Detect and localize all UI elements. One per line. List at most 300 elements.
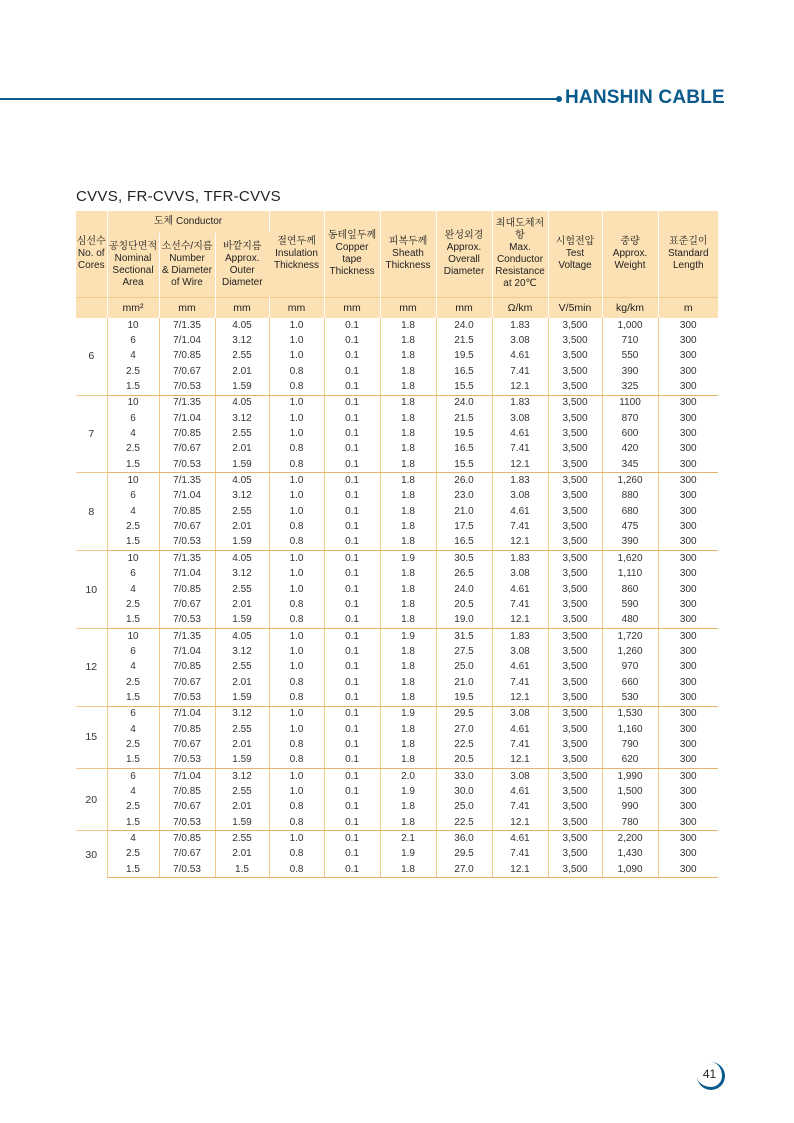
cores-cell: 7	[76, 395, 107, 473]
table-cell: 1.8	[380, 426, 436, 441]
table-cell: 3,500	[548, 411, 602, 426]
table-cell: 300	[679, 412, 697, 424]
table-cell: 3.12	[215, 489, 269, 504]
table-cell: 300	[658, 457, 718, 473]
table-cell: 1.0	[269, 644, 324, 659]
table-cell: 1.8	[380, 675, 436, 690]
table-cell: 2.01	[215, 597, 269, 612]
table-row	[76, 567, 718, 582]
table-cell: 4.05	[215, 318, 269, 333]
table-cell: 7/1.04	[159, 333, 215, 348]
table-cell: 300	[658, 628, 718, 644]
table-cell: 680	[602, 504, 658, 519]
header-sheath: 피복두께 Sheath Thickness	[380, 211, 436, 298]
table-cell: 0.1	[324, 582, 380, 597]
table-cell: 300	[658, 395, 718, 411]
table-row	[76, 582, 718, 597]
table-cell: 3,500	[548, 364, 602, 379]
table-cell: 7/0.53	[159, 613, 215, 629]
table-cell: 2.55	[215, 660, 269, 675]
table-cell: 1.5	[107, 457, 159, 473]
table-cell: 7/1.35	[159, 318, 215, 333]
table-cell: 1.8	[380, 333, 436, 348]
header-weight: 중량 Approx. Weight	[602, 211, 658, 298]
table-cell: 20.5	[436, 753, 492, 769]
table-cell: 990	[602, 800, 658, 815]
table-cell: 4.61	[492, 426, 548, 441]
table-cell: 4.61	[492, 722, 548, 737]
header-overall: 완성외경 Approx. Overall Diameter	[436, 211, 492, 298]
table-cell: 300	[679, 785, 697, 797]
table-row	[76, 628, 718, 644]
table-cell: 1.8	[380, 800, 436, 815]
table-row	[76, 473, 718, 489]
table-cell: 300	[679, 443, 697, 455]
table-cell: 390	[602, 535, 658, 551]
table-cell: 1,990	[602, 768, 658, 784]
table-cell: 7/0.85	[159, 582, 215, 597]
table-cell: 1.0	[269, 395, 324, 411]
table-cell: 3.08	[492, 706, 548, 722]
table-cell: 1.8	[380, 411, 436, 426]
table-cell: 1.83	[492, 628, 548, 644]
table-cell: 0.8	[269, 597, 324, 612]
table-cell: 420	[602, 442, 658, 457]
table-cell: 300	[658, 473, 718, 489]
table-cell: 7/0.67	[159, 847, 215, 862]
table-cell: 3.08	[492, 411, 548, 426]
table-cell: 3,500	[548, 862, 602, 878]
table-cell: 6	[107, 489, 159, 504]
table-cell: 2.55	[215, 722, 269, 737]
header-outer: 바깥지름 Approx. Outer Diameter	[215, 233, 269, 298]
table-cell: 300	[658, 551, 718, 567]
table-cell: 1.8	[380, 862, 436, 878]
table-cell: 780	[602, 815, 658, 831]
table-cell: 0.1	[324, 597, 380, 612]
table-cell: 0.8	[269, 442, 324, 457]
table-cell: 16.5	[436, 535, 492, 551]
table-cell: 550	[602, 349, 658, 364]
table-cell: 7/1.04	[159, 489, 215, 504]
table-cell: 4	[107, 426, 159, 441]
table-cell: 27.5	[436, 644, 492, 659]
table-cell: 4	[107, 784, 159, 799]
table-cell: 7/1.04	[159, 644, 215, 659]
table-cell: 19.5	[436, 426, 492, 441]
table-cell: 1.83	[492, 318, 548, 333]
table-cell: 1.59	[215, 535, 269, 551]
table-row	[76, 411, 718, 426]
table-cell: 2.5	[107, 364, 159, 379]
cores-cell: 15	[76, 706, 107, 768]
cores-cell: 30	[76, 831, 107, 878]
table-cell: 7.41	[492, 364, 548, 379]
table-cell: 0.1	[324, 675, 380, 690]
cores-cell: 10	[76, 551, 107, 629]
table-cell: 0.8	[269, 800, 324, 815]
table-cell: 7.41	[492, 442, 548, 457]
table-cell: 7/1.35	[159, 628, 215, 644]
table-cell: 7/0.53	[159, 690, 215, 706]
table-cell: 1.9	[380, 551, 436, 567]
table-cell: 1.0	[269, 768, 324, 784]
table-cell: 1.0	[269, 706, 324, 722]
table-cell: 2.5	[107, 847, 159, 862]
table-cell: 16.5	[436, 364, 492, 379]
table-cell: 7/0.53	[159, 379, 215, 395]
table-cell: 7/0.53	[159, 815, 215, 831]
table-cell: 4.05	[215, 551, 269, 567]
table-cell: 300	[679, 661, 697, 673]
table-cell: 1.8	[380, 504, 436, 519]
table-cell: 2.01	[215, 442, 269, 457]
table-row	[76, 753, 718, 769]
table-cell: 1100	[602, 395, 658, 411]
table-cell: 7/0.53	[159, 753, 215, 769]
table-cell: 1.8	[380, 349, 436, 364]
brand-name: HANSHIN CABLE	[565, 87, 725, 108]
table-cell: 3,500	[548, 706, 602, 722]
table-cell: 0.1	[324, 800, 380, 815]
table-cell: 790	[602, 737, 658, 752]
table-cell: 1.8	[380, 442, 436, 457]
table-cell: 26.0	[436, 473, 492, 489]
table-cell: 1,530	[602, 706, 658, 722]
table-cell: 7/0.67	[159, 364, 215, 379]
table-cell: 710	[602, 333, 658, 348]
table-cell: 2.01	[215, 737, 269, 752]
table-cell: 12.1	[492, 379, 548, 395]
table-cell: 590	[602, 597, 658, 612]
table-cell: 0.1	[324, 613, 380, 629]
table-cell: 1,500	[602, 784, 658, 799]
table-cell: 1.5	[107, 690, 159, 706]
table-row	[76, 862, 718, 878]
table-cell: 7.41	[492, 800, 548, 815]
table-cell: 0.1	[324, 318, 380, 333]
table-row	[76, 333, 718, 348]
table-cell: 300	[658, 690, 718, 706]
table-cell: 2.55	[215, 784, 269, 799]
header-resistance: 최대도체저항 Max. Conductor Resistance at 20℃	[492, 211, 548, 298]
table-cell: 300	[679, 428, 697, 440]
table-row	[76, 737, 718, 752]
table-cell: 300	[679, 335, 697, 347]
table-cell: 7/0.53	[159, 457, 215, 473]
table-cell: 0.1	[324, 333, 380, 348]
table-cell: 0.8	[269, 862, 324, 878]
table-cell: 6	[107, 333, 159, 348]
table-cell: 4.61	[492, 784, 548, 799]
table-cell: 2.5	[107, 597, 159, 612]
table-cell: 12.1	[492, 690, 548, 706]
table-cell: 7/0.85	[159, 426, 215, 441]
core-group	[76, 831, 718, 878]
table-cell: 23.0	[436, 489, 492, 504]
spec-table	[76, 211, 718, 878]
table-cell: 7/0.67	[159, 737, 215, 752]
table-cell: 4.61	[492, 660, 548, 675]
table-cell: 1.5	[107, 535, 159, 551]
table-cell: 20.5	[436, 597, 492, 612]
table-cell: 1.8	[380, 644, 436, 659]
table-cell: 10	[107, 318, 159, 333]
table-cell: 3,500	[548, 613, 602, 629]
table-cell: 1.9	[380, 628, 436, 644]
table-cell: 1,720	[602, 628, 658, 644]
table-cell: 10	[107, 628, 159, 644]
table-cell: 27.0	[436, 722, 492, 737]
table-cell: 300	[679, 598, 697, 610]
table-cell: 2.5	[107, 800, 159, 815]
table-cell: 7/1.04	[159, 567, 215, 582]
table-cell: 0.8	[269, 690, 324, 706]
table-cell: 2.55	[215, 426, 269, 441]
header-insulation: 절연두께 Insulation Thickness	[269, 211, 324, 298]
core-group	[76, 551, 718, 629]
table-cell: 1.8	[380, 535, 436, 551]
table-cell: 0.1	[324, 535, 380, 551]
table-cell: 1.0	[269, 784, 324, 799]
header-rule	[0, 98, 560, 100]
table-cell: 3,500	[548, 504, 602, 519]
table-cell: 1,430	[602, 847, 658, 862]
table-cell: 12.1	[492, 535, 548, 551]
table-cell: 30.0	[436, 784, 492, 799]
table-cell: 10	[107, 395, 159, 411]
table-cell: 1,260	[602, 473, 658, 489]
header-conductor: 도체 Conductor	[107, 211, 269, 233]
table-cell: 3,500	[548, 349, 602, 364]
header-rule-dot	[556, 96, 562, 102]
table-cell: 3.12	[215, 706, 269, 722]
table-cell: 1.0	[269, 831, 324, 847]
table-cell: 1,110	[602, 567, 658, 582]
table-cell: 1.59	[215, 690, 269, 706]
table-cell: 0.1	[324, 426, 380, 441]
table-cell: 390	[602, 364, 658, 379]
table-cell: 1.0	[269, 722, 324, 737]
table-cell: 3,500	[548, 597, 602, 612]
unit-cell: mm	[324, 298, 380, 319]
table-cell: 21.5	[436, 333, 492, 348]
table-cell: 3.12	[215, 644, 269, 659]
table-cell: 1.8	[380, 690, 436, 706]
table-cell: 2.55	[215, 349, 269, 364]
table-cell: 1.5	[107, 862, 159, 878]
table-cell: 2.1	[380, 831, 436, 847]
table-cell: 1.8	[380, 582, 436, 597]
table-cell: 1.8	[380, 722, 436, 737]
table-cell: 0.1	[324, 768, 380, 784]
table-cell: 1.5	[215, 862, 269, 878]
table-cell: 300	[658, 753, 718, 769]
table-cell: 1.8	[380, 567, 436, 582]
table-row	[76, 379, 718, 395]
table-cell: 0.8	[269, 519, 324, 534]
table-cell: 2.5	[107, 442, 159, 457]
table-row	[76, 504, 718, 519]
table-cell: 3.08	[492, 644, 548, 659]
table-cell: 12.1	[492, 815, 548, 831]
unit-cell: mm²	[107, 298, 159, 319]
table-row	[76, 690, 718, 706]
table-row	[76, 613, 718, 629]
table-cell: 25.0	[436, 800, 492, 815]
table-cell: 1.59	[215, 815, 269, 831]
table-cell: 1.8	[380, 395, 436, 411]
table-cell: 600	[602, 426, 658, 441]
table-cell: 880	[602, 489, 658, 504]
header-wire: 소선수/지름 Number & Diameter of Wire	[159, 233, 215, 298]
cores-cell: 12	[76, 628, 107, 706]
table-cell: 0.1	[324, 862, 380, 878]
table-cell: 3,500	[548, 847, 602, 862]
table-cell: 1.59	[215, 613, 269, 629]
core-group	[76, 628, 718, 706]
header-tape: 동테잎두께 Copper tape Thickness	[324, 211, 380, 298]
table-cell: 860	[602, 582, 658, 597]
table-row	[76, 349, 718, 364]
table-cell: 3.12	[215, 411, 269, 426]
table-cell: 345	[602, 457, 658, 473]
table-cell: 2.5	[107, 675, 159, 690]
table-cell: 7/1.35	[159, 551, 215, 567]
table-cell: 1,160	[602, 722, 658, 737]
core-group	[76, 395, 718, 473]
table-cell: 3,500	[548, 784, 602, 799]
table-cell: 4.61	[492, 504, 548, 519]
table-cell: 7/0.67	[159, 442, 215, 457]
table-cell: 4.61	[492, 582, 548, 597]
table-cell: 1.83	[492, 395, 548, 411]
header-voltage: 시험전압 Test Voltage	[548, 211, 602, 298]
table-cell: 0.8	[269, 675, 324, 690]
table-cell: 21.5	[436, 411, 492, 426]
table-cell: 1,620	[602, 551, 658, 567]
table-cell: 1.8	[380, 379, 436, 395]
table-cell: 1.9	[380, 847, 436, 862]
table-cell: 4	[107, 349, 159, 364]
table-row	[76, 318, 718, 333]
table-cell: 4	[107, 504, 159, 519]
table-cell: 15.5	[436, 379, 492, 395]
table-cell: 1.5	[107, 753, 159, 769]
table-cell: 7/0.67	[159, 597, 215, 612]
table-cell: 300	[658, 535, 718, 551]
table-row	[76, 519, 718, 534]
table-row	[76, 706, 718, 722]
unit-cell: Ω/km	[492, 298, 548, 319]
table-cell: 870	[602, 411, 658, 426]
table-cell: 3.08	[492, 489, 548, 504]
table-cell: 7/1.04	[159, 706, 215, 722]
table-row	[76, 489, 718, 504]
table-cell: 7/0.85	[159, 784, 215, 799]
table-cell: 4.61	[492, 349, 548, 364]
table-cell: 1.8	[380, 473, 436, 489]
table-cell: 1,260	[602, 644, 658, 659]
table-cell: 3,500	[548, 551, 602, 567]
core-group	[76, 768, 718, 830]
table-cell: 0.1	[324, 519, 380, 534]
table-cell: 300	[658, 862, 718, 878]
table-cell: 0.1	[324, 379, 380, 395]
table-cell: 1.5	[107, 379, 159, 395]
table-cell: 7.41	[492, 519, 548, 534]
table-cell: 3,500	[548, 426, 602, 441]
table-cell: 0.8	[269, 535, 324, 551]
table-cell: 1.8	[380, 660, 436, 675]
table-cell: 29.5	[436, 706, 492, 722]
header-area: 공칭단면적 Nominal Sectional Area	[107, 233, 159, 298]
table-cell: 6	[107, 706, 159, 722]
table-cell: 7/1.35	[159, 395, 215, 411]
table-cell: 0.1	[324, 411, 380, 426]
table-cell: 4	[107, 722, 159, 737]
table-cell: 7/0.67	[159, 675, 215, 690]
table-cell: 1.8	[380, 597, 436, 612]
table-cell: 0.1	[324, 628, 380, 644]
table-cell: 0.8	[269, 379, 324, 395]
table-cell: 36.0	[436, 831, 492, 847]
table-cell: 1.0	[269, 660, 324, 675]
table-cell: 2,200	[602, 831, 658, 847]
table-cell: 1.8	[380, 815, 436, 831]
table-cell: 7/1.04	[159, 768, 215, 784]
table-cell: 3.12	[215, 333, 269, 348]
units-blank	[76, 298, 107, 319]
table-cell: 300	[679, 521, 697, 533]
table-cell: 1,000	[602, 318, 658, 333]
table-cell: 19.5	[436, 349, 492, 364]
table-cell: 7.41	[492, 847, 548, 862]
table-cell: 3.12	[215, 567, 269, 582]
table-cell: 300	[679, 583, 697, 595]
table-cell: 26.5	[436, 567, 492, 582]
table-cell: 300	[679, 365, 697, 377]
table-cell: 6	[107, 768, 159, 784]
table-cell: 0.8	[269, 815, 324, 831]
table-cell: 660	[602, 675, 658, 690]
table-cell: 3,500	[548, 519, 602, 534]
units-row	[76, 298, 718, 319]
table-cell: 6	[107, 567, 159, 582]
table-cell: 1.83	[492, 473, 548, 489]
page-number: 41	[697, 1062, 725, 1090]
table-cell: 0.1	[324, 473, 380, 489]
table-cell: 1.8	[380, 457, 436, 473]
table-cell: 16.5	[436, 442, 492, 457]
table-cell: 2.01	[215, 800, 269, 815]
table-cell: 970	[602, 660, 658, 675]
table-cell: 3,500	[548, 722, 602, 737]
table-cell: 0.1	[324, 706, 380, 722]
table-cell: 30.5	[436, 551, 492, 567]
table-cell: 0.1	[324, 551, 380, 567]
table-cell: 325	[602, 379, 658, 395]
table-cell: 22.5	[436, 815, 492, 831]
table-cell: 17.5	[436, 519, 492, 534]
unit-cell: mm	[269, 298, 324, 319]
table-cell: 3,500	[548, 660, 602, 675]
table-cell: 3,500	[548, 442, 602, 457]
table-cell: 19.0	[436, 613, 492, 629]
table-cell: 7.41	[492, 737, 548, 752]
table-cell: 3,500	[548, 815, 602, 831]
table-cell: 1.0	[269, 489, 324, 504]
